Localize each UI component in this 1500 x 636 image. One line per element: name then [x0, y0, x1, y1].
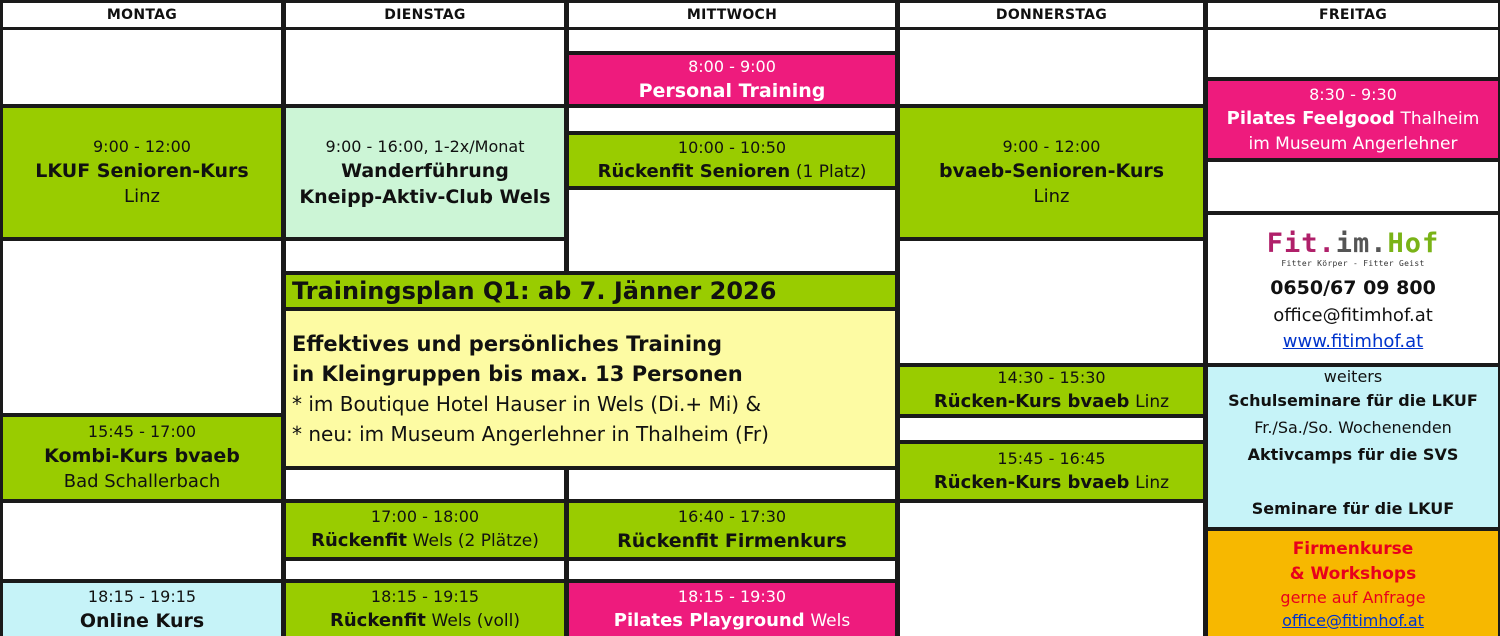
empty-slot [900, 30, 1203, 104]
course-detail: Thalheim [1400, 108, 1480, 129]
firmenkurse-subtitle: & Workshops [1289, 563, 1417, 584]
empty-slot [3, 503, 281, 579]
weiters-label: weiters [1323, 367, 1383, 386]
empty-slot [569, 190, 895, 271]
course-title: LKUF Senioren-Kurs [35, 159, 249, 182]
course-detail: Linz [1135, 391, 1170, 412]
course-title: Personal Training [638, 79, 826, 102]
course-ruecken-kurs-1 [900, 367, 1203, 414]
course-title: Pilates Playground [613, 609, 805, 631]
course-title: Rücken-Kurs bvaeb [933, 471, 1130, 493]
course-pilates-playground [569, 583, 895, 636]
course-lkuf-senioren [3, 108, 281, 237]
course-personal-training [569, 55, 895, 104]
course-time: 17:00 - 18:00 [370, 507, 480, 526]
course-detail: Wels [810, 610, 851, 631]
weiters-line-2: Schulseminare für die LKUF [1228, 391, 1478, 410]
phone-number: 0650/67 09 800 [1270, 277, 1436, 299]
weiters-line-5: Seminare für die LKUF [1251, 499, 1455, 518]
course-time: 18:15 - 19:15 [87, 586, 197, 606]
course-rueckenfit-senioren [569, 135, 895, 186]
course-rueckenfit-wels-1 [286, 503, 564, 557]
course-time: 8:00 - 9:00 [688, 56, 776, 76]
course-location: im Museum Angerlehner [1248, 133, 1458, 154]
plan-line-1: Effektives und persönliches Training [292, 331, 723, 356]
course-title: Online Kurs [79, 609, 205, 632]
empty-slot [900, 418, 1203, 440]
course-ruecken-kurs-2 [900, 444, 1203, 499]
empty-slot [286, 241, 564, 271]
plan-title-bar [286, 275, 895, 307]
plan-line-2: in Kleingruppen bis max. 13 Personen [292, 361, 743, 386]
email-address: office@fitimhof.at [1273, 305, 1433, 326]
course-pilates-feelgood [1208, 81, 1498, 158]
course-detail: Wels (voll) [431, 610, 520, 631]
plan-title: Trainingsplan Q1: ab 7. Jänner 2026 [292, 277, 777, 305]
course-detail: Linz [1135, 472, 1170, 493]
course-title: Rückenfit [330, 609, 426, 631]
course-time: 9:00 - 12:00 [93, 136, 191, 156]
firmenkurse-email-link[interactable]: office@fitimhof.at [1282, 610, 1424, 630]
empty-slot [569, 30, 895, 51]
course-title: Rückenfit Firmenkurs [617, 530, 847, 552]
plan-line-3: * im Boutique Hotel Hauser in Wels (Di.+ Mi) & [292, 391, 762, 416]
course-rueckenfit-wels-2 [286, 583, 564, 636]
website-link[interactable]: www.fitimhof.at [1282, 331, 1424, 352]
empty-slot [1208, 30, 1498, 77]
course-bvaeb-senioren [900, 108, 1203, 237]
course-wanderfuehrung [286, 108, 564, 237]
course-title-line2: Kneipp-Aktiv-Club Wels [299, 185, 551, 208]
course-time: 18:15 - 19:30 [677, 586, 787, 606]
course-kombi-kurs [3, 417, 281, 499]
course-place: Linz [1033, 185, 1070, 207]
course-time: 8:30 - 9:30 [1309, 84, 1397, 104]
course-place: Linz [124, 185, 160, 207]
empty-slot [569, 561, 895, 579]
course-title: Wanderführung [341, 159, 509, 182]
header-freitag: FREITAG [1208, 3, 1498, 27]
empty-slot [286, 470, 564, 499]
empty-slot [1208, 162, 1498, 211]
empty-slot [286, 561, 564, 579]
header-montag: MONTAG [3, 3, 281, 27]
plan-description [286, 311, 895, 466]
course-title: Rückenfit [311, 530, 407, 551]
header-dienstag: DIENSTAG [286, 3, 564, 27]
course-online-kurs [3, 583, 281, 636]
logo-tagline: Fitter Körper - Fitter Geist [1281, 259, 1425, 268]
course-time: 16:40 - 17:30 [677, 507, 787, 526]
weiters-box [1208, 367, 1498, 527]
course-title: Pilates Feelgood [1226, 107, 1395, 129]
empty-slot [286, 30, 564, 104]
course-time: 9:00 - 16:00, 1-2x/Monat [325, 136, 525, 156]
course-time: 10:00 - 10:50 [677, 137, 787, 157]
course-time: 15:45 - 17:00 [87, 422, 197, 441]
firmenkurse-title: Firmenkurse [1292, 538, 1414, 559]
header-donnerstag: DONNERSTAG [900, 3, 1203, 27]
course-title: Rückenfit Senioren [597, 160, 791, 182]
empty-slot [569, 470, 895, 499]
course-title: Rücken-Kurs bvaeb [933, 390, 1130, 412]
course-time: 9:00 - 12:00 [1002, 136, 1101, 156]
course-time: 15:45 - 16:45 [997, 448, 1106, 468]
contact-box [1208, 215, 1498, 363]
fitimhof-logo: Fit.im.Hof [1266, 228, 1440, 259]
empty-slot [900, 241, 1203, 363]
empty-slot [569, 108, 895, 131]
plan-line-4: * neu: im Museum Angerlehner in Thalheim (Fr) [292, 421, 769, 446]
empty-slot [900, 503, 1203, 636]
course-detail: Wels (2 Plätze) [412, 531, 539, 551]
header-mittwoch: MITTWOCH [569, 3, 895, 27]
empty-slot [3, 241, 281, 413]
empty-slot [3, 30, 281, 104]
course-title: Kombi-Kurs bvaeb [44, 445, 240, 467]
course-time: 14:30 - 15:30 [997, 367, 1106, 387]
firmenkurse-note: gerne auf Anfrage [1280, 587, 1426, 607]
weiters-line-3: Fr./Sa./So. Wochenenden [1254, 418, 1452, 437]
course-time: 18:15 - 19:15 [370, 586, 480, 606]
course-title: bvaeb-Senioren-Kurs [938, 159, 1165, 182]
firmenkurse-box [1208, 531, 1498, 636]
course-place: Bad Schallerbach [63, 471, 221, 492]
course-rueckenfit-firmenkurs [569, 503, 895, 557]
course-detail: (1 Platz) [795, 161, 867, 182]
weiters-line-4: Aktivcamps für die SVS [1247, 445, 1459, 464]
